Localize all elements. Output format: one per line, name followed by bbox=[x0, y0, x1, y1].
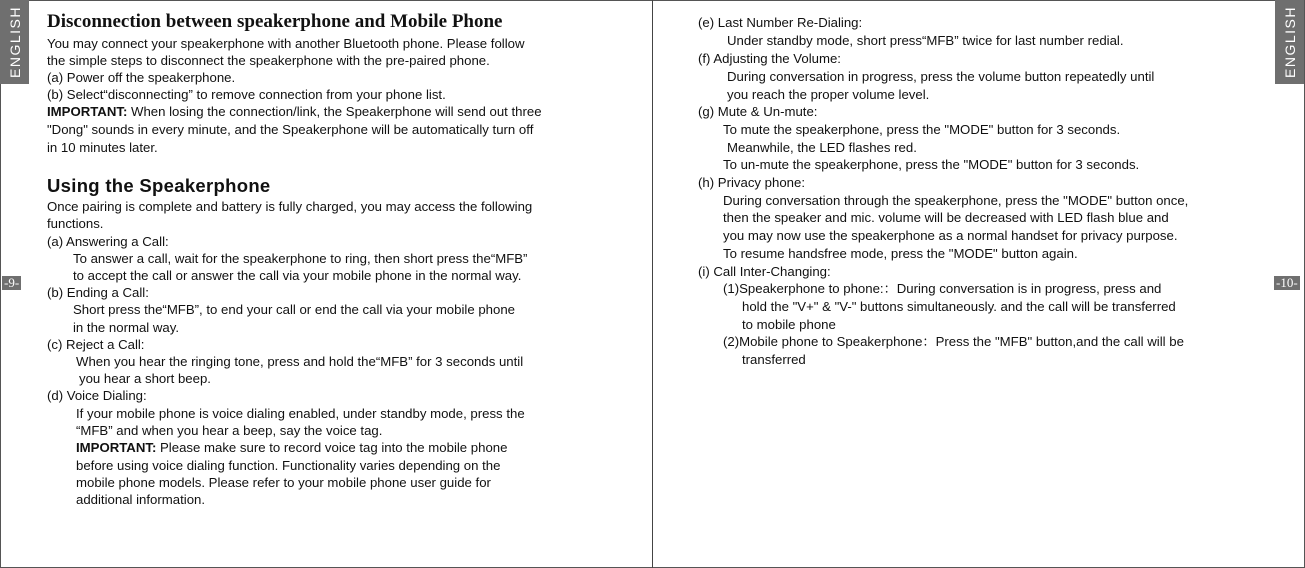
page-number-right: -10- bbox=[1276, 275, 1298, 290]
text-line: functions. bbox=[47, 216, 104, 231]
text-line: “MFB” and when you hear a beep, say the voice tag. bbox=[76, 423, 383, 438]
text-line: the simple steps to disconnect the speakerphone with the pre-paired phone. bbox=[47, 53, 490, 68]
list-heading-voice: (d) Voice Dialing: bbox=[47, 388, 147, 403]
text-line: To un-mute the speakerphone, press the "MODE" button for 3 seconds. bbox=[723, 157, 1140, 172]
list-heading-reject: (c) Reject a Call: bbox=[47, 337, 145, 352]
page-number-left: -9- bbox=[4, 275, 20, 290]
list-heading-interchanging: (i) Call Inter-Changing: bbox=[698, 264, 831, 279]
language-tab-left-label: ENGLISH bbox=[6, 6, 23, 78]
text-line: then the speaker and mic. volume will be decreased with LED flash blue and bbox=[723, 210, 1169, 225]
text-line: transferred bbox=[742, 352, 806, 367]
text-line: to mobile phone bbox=[742, 317, 836, 332]
important-text: When losing the connection/link, the Speakerphone will send out three bbox=[127, 104, 542, 119]
text-line: To resume handsfree mode, press the "MODE" button again. bbox=[723, 246, 1078, 261]
text-line: hold the "V+" & "V-" buttons simultaneously. and the call will be transferred bbox=[742, 299, 1176, 314]
text-line: mobile phone models. Please refer to your mobile phone user guide for bbox=[76, 475, 491, 490]
list-heading-answering: (a) Answering a Call: bbox=[47, 234, 169, 249]
page-divider bbox=[652, 0, 653, 568]
text-line: (2)Mobile phone to Speakerphone：Press the "MFB" button,and the call will be bbox=[723, 334, 1184, 349]
list-heading-volume: (f) Adjusting the Volume: bbox=[698, 51, 841, 66]
text-line: (1)Speakerphone to phone:：During conversation is in progress, press and bbox=[723, 281, 1162, 296]
text-line: During conversation in progress, press the volume button repeatedly until bbox=[727, 69, 1155, 84]
text-line: you reach the proper volume level. bbox=[727, 87, 930, 102]
list-heading-privacy: (h) Privacy phone: bbox=[698, 175, 806, 190]
text-line: Under standby mode, short press“MFB” twice for last number redial. bbox=[727, 33, 1124, 48]
text-line: Once pairing is complete and battery is fully charged, you may access the following bbox=[47, 199, 533, 214]
text-line: in the normal way. bbox=[73, 320, 180, 335]
important-note bbox=[47, 103, 542, 120]
text-line: (a) Power off the speakerphone. bbox=[47, 70, 236, 85]
text-line: When you hear the ringing tone, press and hold the“MFB” for 3 seconds until bbox=[76, 354, 524, 369]
important-label: IMPORTANT: bbox=[47, 104, 128, 119]
text-line: During conversation through the speakerphone, press the "MODE" button once, bbox=[723, 193, 1189, 208]
text-line: before using voice dialing function. Functionality varies depending on the bbox=[76, 458, 501, 473]
language-tab-right bbox=[1275, 0, 1304, 84]
important-note bbox=[76, 439, 507, 456]
text-line: Meanwhile, the LED flashes red. bbox=[727, 140, 917, 155]
list-heading-ending: (b) Ending a Call: bbox=[47, 285, 149, 300]
text-line: (b) Select“disconnecting” to remove connection from your phone list. bbox=[47, 87, 446, 102]
text-line: You may connect your speakerphone with another Bluetooth phone. Please follow bbox=[47, 36, 525, 51]
text-line: you may now use the speakerphone as a normal handset for privacy purpose. bbox=[723, 228, 1178, 243]
list-heading-mute: (g) Mute & Un-mute: bbox=[698, 104, 818, 119]
important-text: Please make sure to record voice tag into the mobile phone bbox=[156, 440, 508, 455]
language-tab-left bbox=[0, 0, 29, 84]
text-line: "Dong" sounds in every minute, and the Speakerphone will be automatically turn off bbox=[47, 122, 534, 137]
text-line: To answer a call, wait for the speakerphone to ring, then short press the“MFB” bbox=[73, 251, 528, 266]
text-line: Short press the“MFB”, to end your call or end the call via your mobile phone bbox=[73, 302, 516, 317]
text-line: If your mobile phone is voice dialing enabled, under standby mode, press the bbox=[76, 406, 525, 421]
important-label: IMPORTANT: bbox=[76, 440, 157, 455]
language-tab-right-label: ENGLISH bbox=[1281, 6, 1298, 78]
text-line: additional information. bbox=[76, 492, 206, 507]
section-title-disconnection: Disconnection between speakerphone and Mobile Phone bbox=[47, 11, 503, 32]
section-title-using: Using the Speakerphone bbox=[47, 175, 271, 196]
list-heading-redial: (e) Last Number Re-Dialing: bbox=[698, 15, 863, 30]
text-line: To mute the speakerphone, press the "MODE" button for 3 seconds. bbox=[723, 122, 1121, 137]
text-line: in 10 minutes later. bbox=[47, 140, 158, 155]
text-line: to accept the call or answer the call via your mobile phone in the normal way. bbox=[73, 268, 522, 283]
text-line: you hear a short beep. bbox=[79, 371, 211, 386]
